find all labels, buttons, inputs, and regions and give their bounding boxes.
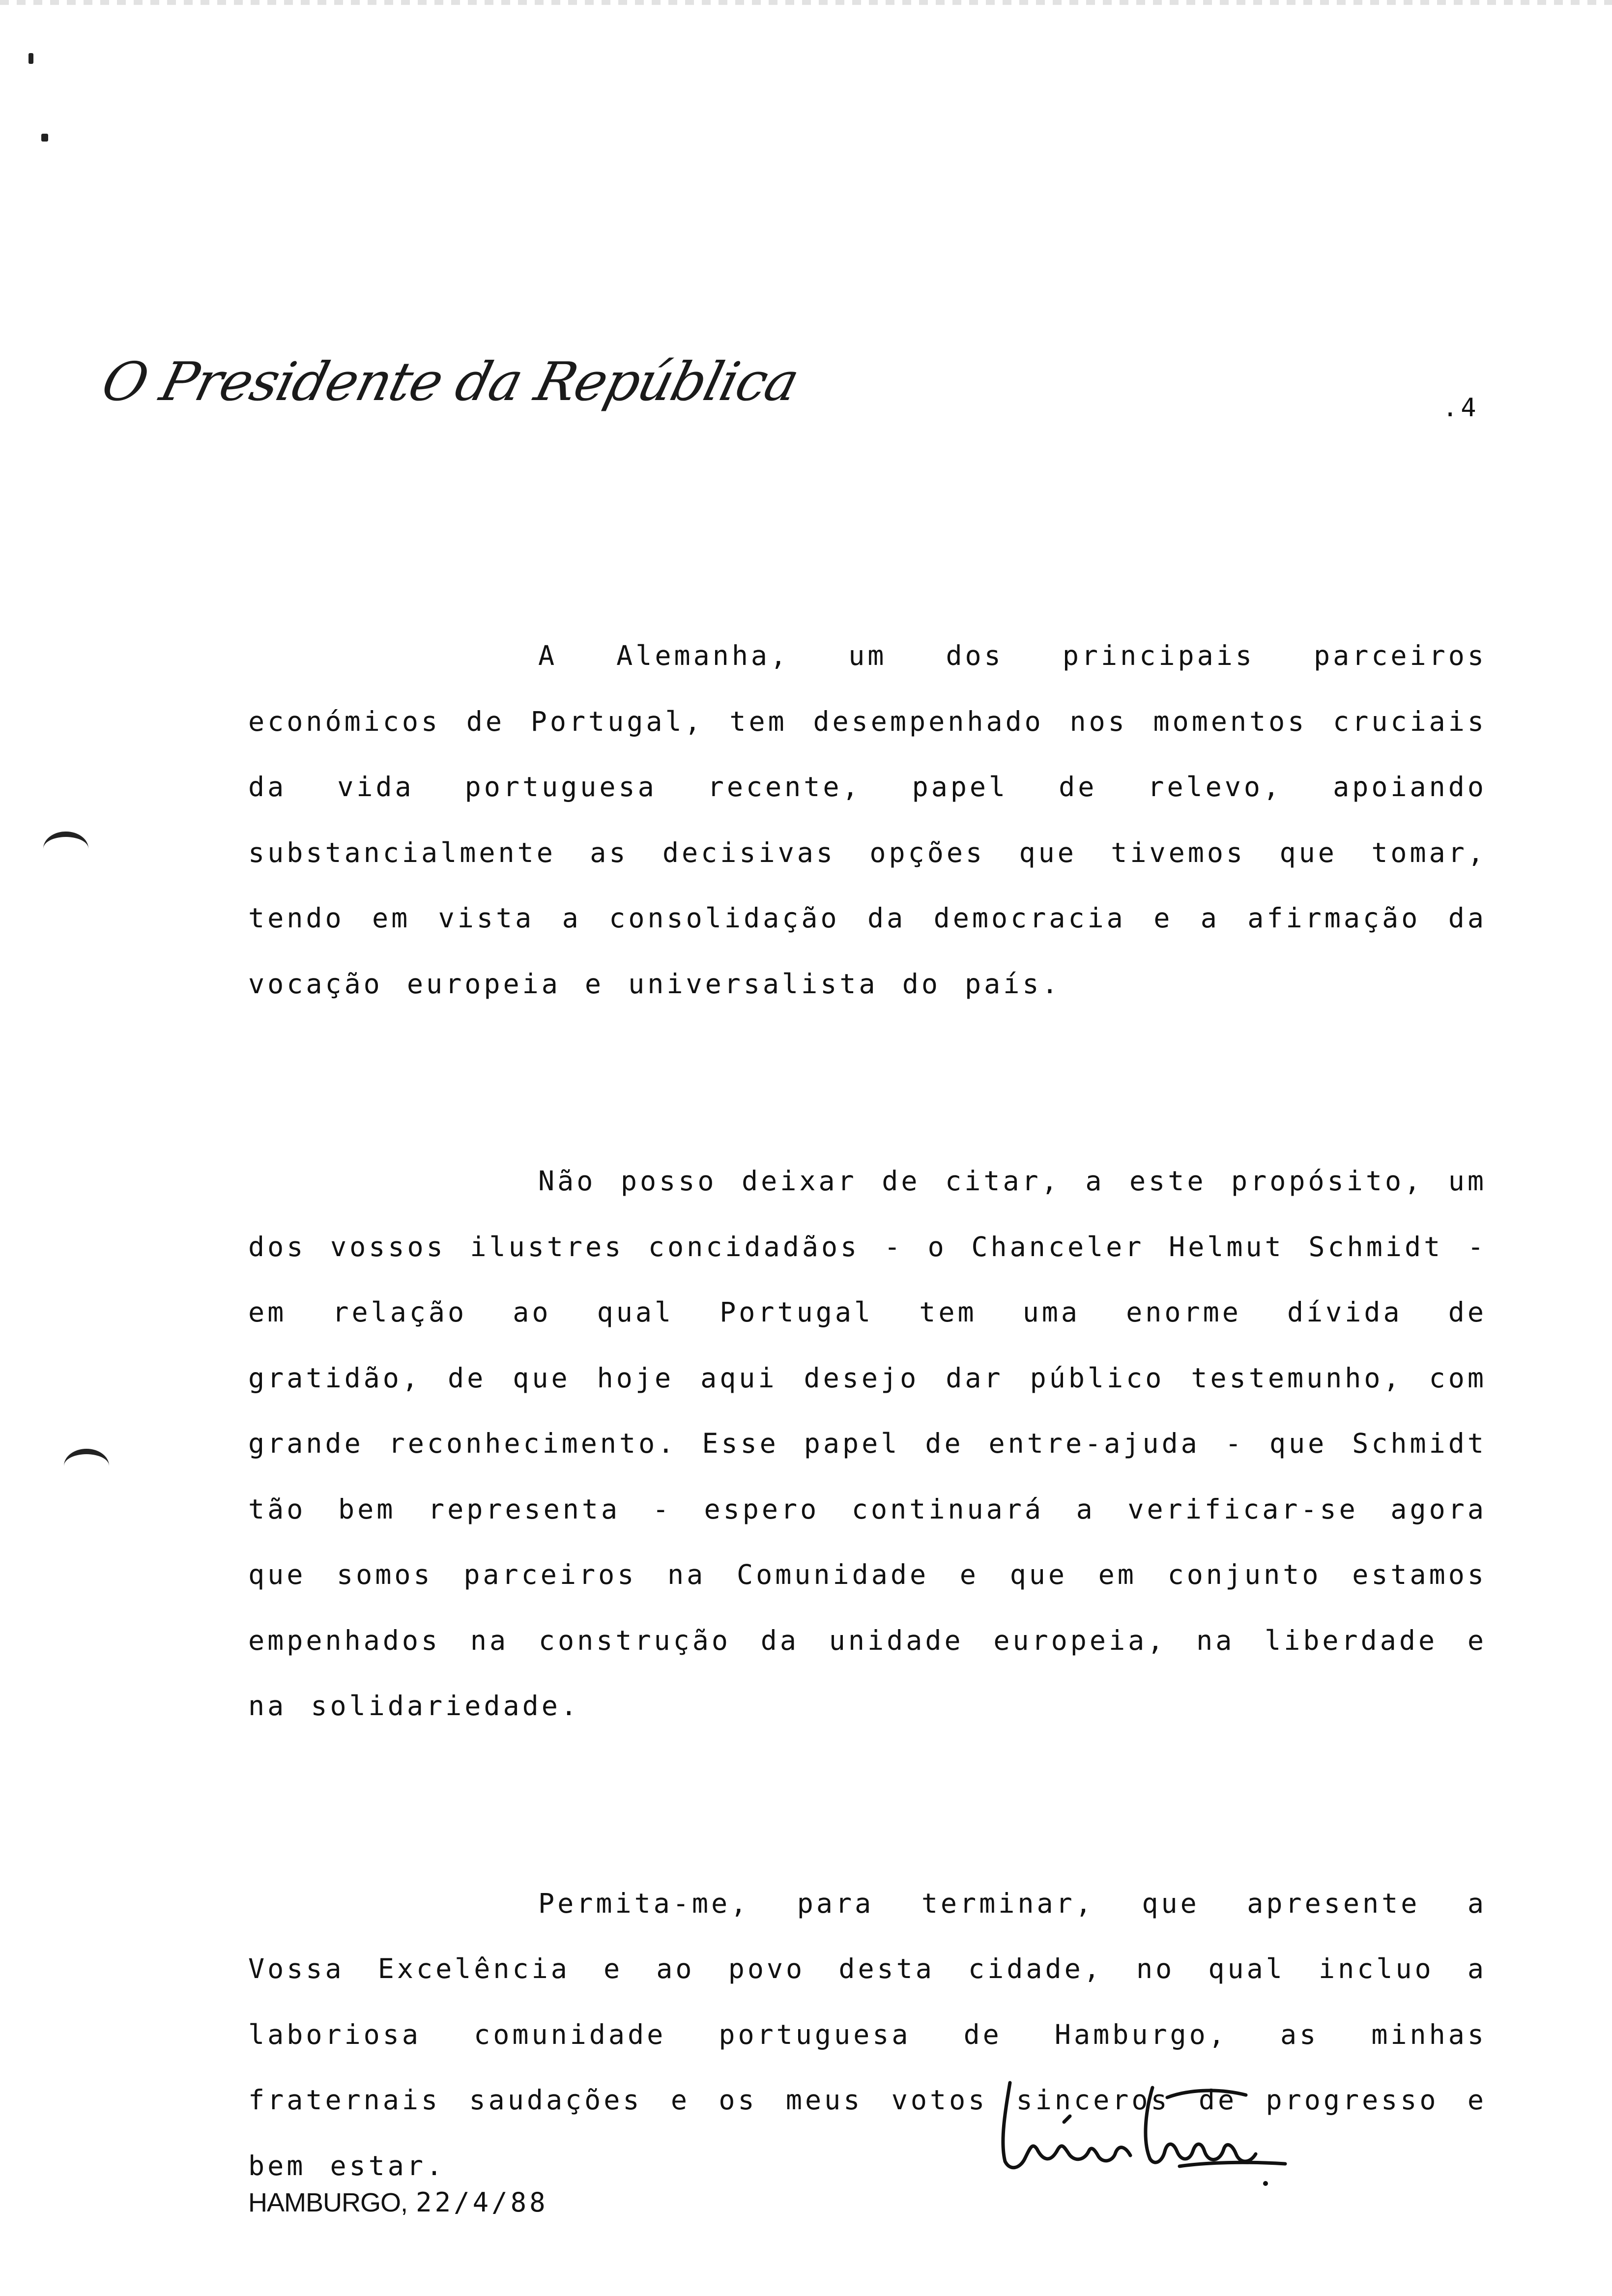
paragraph: A Alemanha, um dos principais parceiros económicos de Portugal, tem desempenhado nos momentos cruciais da vida portuguesa recente, papel de relevo, apoiando substancialmente as decisivas opções que tivemos que tomar, tendo em vista a consolidação da democracia e a afirmação da vocação europeia e universalista do país. <box>248 640 1487 1000</box>
handwritten-signature <box>990 2068 1295 2196</box>
punch-hole-shadow <box>64 1449 109 1483</box>
scan-mark <box>29 53 33 64</box>
date-label: 22/4/88 <box>416 2187 548 2218</box>
paragraph: Não posso deixar de citar, a este propósito, um dos vossos ilustres concidadãos - o Chanceler Helmut Schmidt - em relação ao qual Portugal tem uma enorme dívida de gratidão, de que hoje aqui desejo dar público testemunho, com grande reconhecimento. Esse papel de entre-ajuda - que Schmidt tão bem representa - espero continuará a verificar-se agora que somos parceiros na Comunidade e que em conjunto estamos empenhados na construção da unidade europeia, na liberdade e na solidariedade. <box>248 1165 1487 1722</box>
scan-edge-artifact <box>0 0 1612 5</box>
scan-mark <box>41 134 48 142</box>
place-label: HAMBURGO, <box>248 2188 408 2217</box>
page-number: .4 <box>1442 393 1479 423</box>
letterhead-title: O Presidente da República <box>96 351 805 413</box>
place-date-line <box>248 2187 548 2218</box>
letter-body <box>248 623 1487 2199</box>
paragraph: Permita-me, para terminar, que apresente a Vossa Excelência e ao povo desta cidade, no qual incluo a laboriosa comunidade portuguesa de Hamburgo, as minhas fraternais saudações e os meus votos sinceros de progresso e bem estar. <box>248 1887 1487 2181</box>
punch-hole-shadow <box>43 832 88 866</box>
